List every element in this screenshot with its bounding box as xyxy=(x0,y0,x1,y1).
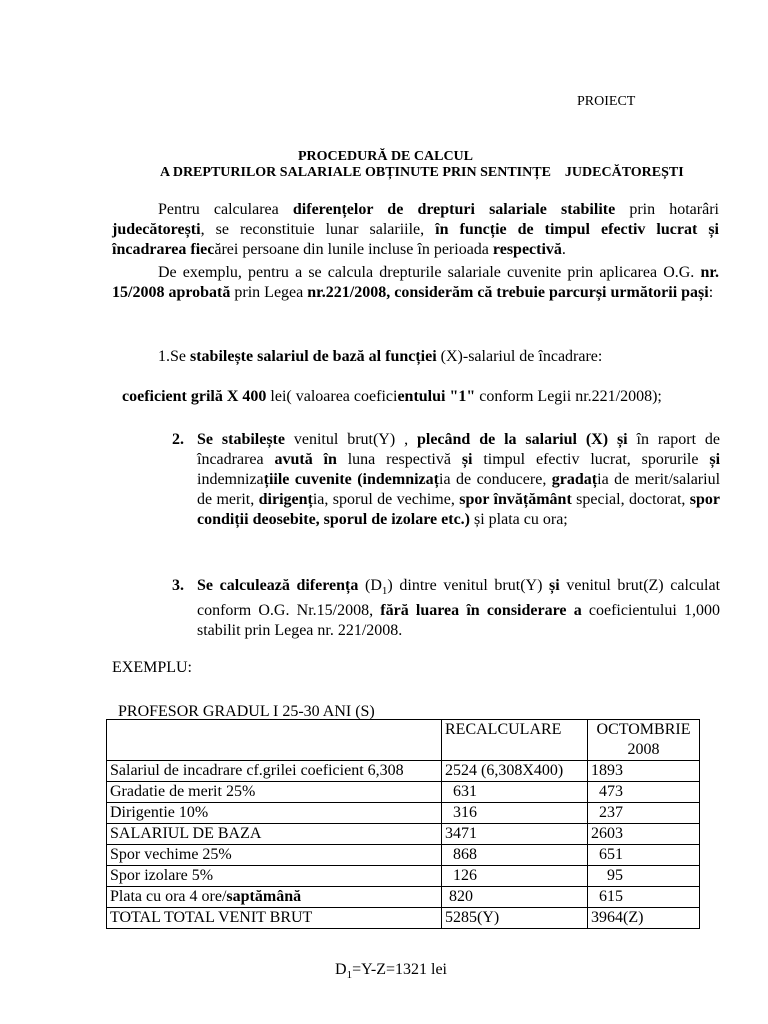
row-recalculare-value: 3471 xyxy=(442,824,588,845)
step-3-number: 3. xyxy=(172,577,184,594)
text-run: special, doctorat, xyxy=(571,491,690,508)
table-row xyxy=(107,866,700,887)
table-header-empty xyxy=(107,720,442,761)
text-run: prin hotarâri xyxy=(615,201,719,218)
text-run: ărei persoane din lunile incluse în perioada xyxy=(214,241,493,258)
text-run: coeficientului 1,000 stabilit prin Legea nr. 221/2008. xyxy=(197,602,720,640)
text-run: venitul brut(Z) calculat conform O.G. Nr.15/2008, xyxy=(197,577,721,620)
difference-formula xyxy=(335,960,447,985)
text-run: ) dintre venitul brut(Y) xyxy=(387,577,550,594)
text-run: spor învățământ xyxy=(459,491,572,508)
table-header-recalculare: RECALCULARE xyxy=(442,720,588,761)
text-run: judecătorești xyxy=(112,221,201,238)
text-run: Se calculează diferența xyxy=(197,577,359,594)
formula-subscript: 1 xyxy=(346,969,353,982)
row-label: Spor izolare 5% xyxy=(107,866,442,887)
row-octombrie-value: 651 xyxy=(588,845,700,866)
text-run: (X)-salariul de încadrare: xyxy=(436,348,603,365)
table-row xyxy=(107,887,700,908)
text-run: indemniza xyxy=(197,471,264,488)
text-run: coeficient grilă X 400 xyxy=(122,388,267,405)
text-run: și xyxy=(461,451,473,468)
row-label: Dirigentie 10% xyxy=(107,803,442,824)
row-label: Plata cu ora 4 ore/saptămână xyxy=(107,887,442,908)
row-label: Salariul de incadrare cf.grilei coeficient 6,308 xyxy=(107,761,442,782)
text-run: De exemplu, pentru a se calcula drepturile salariale cuvenite prin aplicarea O.G. xyxy=(158,264,701,281)
text-run: avută în xyxy=(274,451,337,468)
intro-paragraph-1 xyxy=(112,200,719,260)
table-row xyxy=(107,908,700,929)
document-title-line-2: A DREPTURILOR SALARIALE OBȚINUTE PRIN SENTINȚE JUDECĂTOREȘTI xyxy=(160,165,684,180)
table-header-octombrie: OCTOMBRIE 2008 xyxy=(588,720,700,761)
text-run: luna respectivă xyxy=(336,451,462,468)
table-header-row xyxy=(107,720,700,761)
row-recalculare-value: 868 xyxy=(442,845,588,866)
row-recalculare-value: 631 xyxy=(442,782,588,803)
formula-d: D xyxy=(335,961,347,978)
salary-calculation-table xyxy=(106,719,700,929)
text-run: și xyxy=(709,451,721,468)
text-run: și plata cu ora; xyxy=(470,511,568,528)
row-label: SALARIUL DE BAZA xyxy=(107,824,442,845)
text-run: și xyxy=(549,577,560,594)
step-2 xyxy=(172,430,720,530)
step-1 xyxy=(158,347,602,367)
text-run: diferențelor de drepturi salariale stabilite xyxy=(292,201,616,218)
row-octombrie-value: 237 xyxy=(588,803,700,824)
table-row xyxy=(107,803,700,824)
table-row xyxy=(107,824,700,845)
text-run: dirigenț xyxy=(258,491,313,508)
row-label: Spor vechime 25% xyxy=(107,845,442,866)
text-run: fără luarea în considerare a xyxy=(380,602,582,620)
text-run: lei( valoarea coefici xyxy=(266,388,398,405)
project-label: PROIECT xyxy=(577,94,636,109)
text-run: : xyxy=(708,284,714,301)
row-octombrie-value: 3964(Z) xyxy=(588,908,700,929)
text-run: conform Legii nr.221/2008); xyxy=(475,388,662,405)
row-octombrie-value: 1893 xyxy=(588,761,700,782)
text-run: ia de merit/salariul de merit, xyxy=(197,471,721,508)
text-run: timpul efectiv lucrat, sporurile xyxy=(472,451,710,468)
text-run: Se stabilește xyxy=(197,431,285,448)
step-3 xyxy=(172,576,720,641)
formula-result: =Y-Z=1321 lei xyxy=(352,961,447,978)
row-recalculare-value: 820 xyxy=(442,887,588,908)
step-2-text xyxy=(197,430,720,530)
row-recalculare-value: 126 xyxy=(442,866,588,887)
intro-paragraph-2 xyxy=(112,263,719,303)
text-run: 1 xyxy=(381,585,388,598)
row-octombrie-value: 473 xyxy=(588,782,700,803)
text-run: , se reconstituie lunar salariile, xyxy=(200,221,436,238)
text-run: țiile cuvenite (indemnizaț xyxy=(263,471,439,488)
row-octombrie-value: 615 xyxy=(588,887,700,908)
example-profile: PROFESOR GRADUL I 25-30 ANI (S) xyxy=(118,703,375,720)
text-run: în raport de încadrarea xyxy=(197,431,721,468)
step-3-text xyxy=(197,576,720,641)
row-label-bold: saptămână xyxy=(226,888,302,905)
text-run: nr.221/2008, considerăm că trebuie parcurși următorii pași xyxy=(307,284,709,301)
row-label: Gradatie de merit 25% xyxy=(107,782,442,803)
table-row xyxy=(107,761,700,782)
text-run: ia, sporul de vechime, xyxy=(312,491,460,508)
text-run: spor condiții deosebite, sporul de izolare etc.) xyxy=(197,491,721,528)
text-run: venitul brut(Y) , xyxy=(285,431,417,448)
text-run: plecând de la salariul (X) și xyxy=(416,431,628,448)
row-recalculare-value: 5285(Y) xyxy=(442,908,588,929)
example-heading: EXEMPLU: xyxy=(112,659,192,676)
row-label: TOTAL TOTAL VENIT BRUT xyxy=(107,908,442,929)
coefficient-formula xyxy=(122,387,662,407)
step-2-number: 2. xyxy=(172,431,184,448)
text-run: gradaț xyxy=(551,471,598,488)
text-run: 1.Se xyxy=(158,348,190,365)
text-run: ia de conducere, xyxy=(439,471,552,488)
row-octombrie-value: 2603 xyxy=(588,824,700,845)
text-run: nr. 15/2008 aprobată xyxy=(112,264,719,301)
text-run: . xyxy=(561,241,566,258)
text-run: (D xyxy=(358,577,382,594)
table-row xyxy=(107,782,700,803)
text-run: Pentru calcularea xyxy=(158,201,293,218)
row-recalculare-value: 316 xyxy=(442,803,588,824)
table-row xyxy=(107,845,700,866)
text-run: prin Legea xyxy=(230,284,308,301)
document-title-line-1: PROCEDURĂ DE CALCUL xyxy=(298,149,474,164)
row-octombrie-value: 95 xyxy=(588,866,700,887)
text-run: în funcție de timpul efectiv lucrat și încadrarea fiec xyxy=(112,221,720,258)
text-run: entului "1" xyxy=(397,388,476,405)
text-run: respectivă xyxy=(492,241,562,258)
row-recalculare-value: 2524 (6,308X400) xyxy=(442,761,588,782)
text-run: stabilește salariul de bază al funcției xyxy=(190,348,437,365)
